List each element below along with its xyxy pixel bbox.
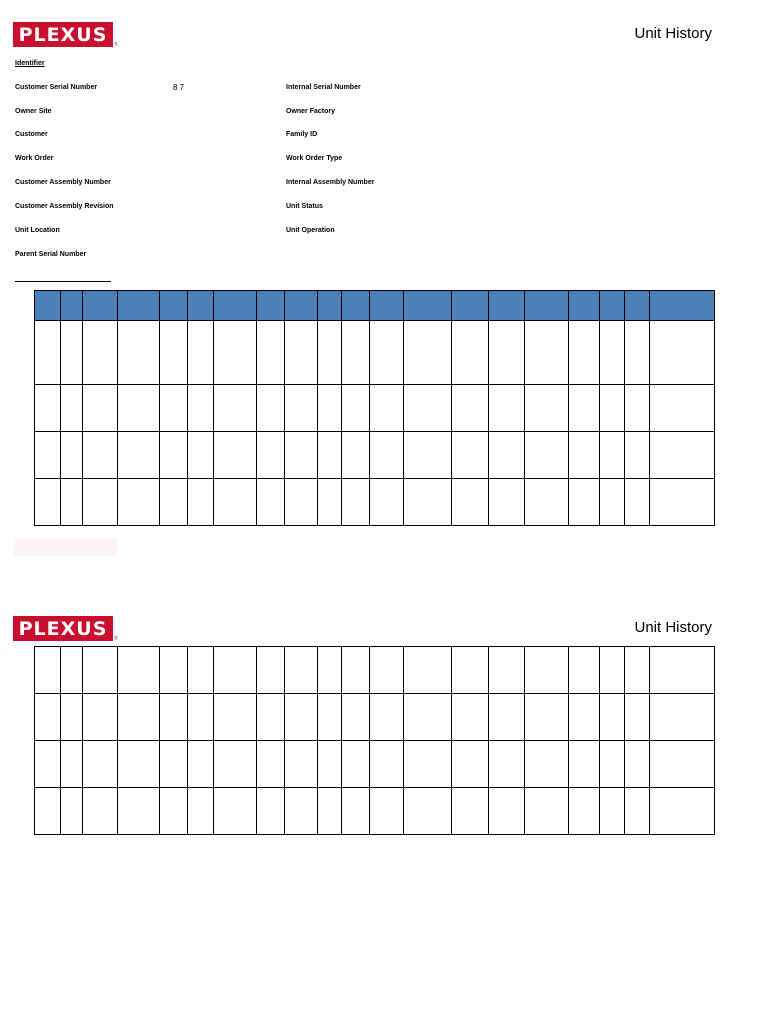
field-label-unit-operation: Unit Operation (286, 227, 335, 234)
header-cell (569, 291, 600, 321)
header-cell (188, 291, 214, 321)
field-value-customer-serial-number: 8 7 (173, 83, 185, 92)
header-cell (650, 291, 715, 321)
field-label-customer: Customer (15, 131, 48, 138)
table-row (35, 432, 715, 479)
table-row (35, 741, 715, 788)
table-row (35, 479, 715, 526)
registered-mark: ® (114, 636, 118, 642)
page-title: Unit History (634, 25, 712, 42)
table-header-row (35, 291, 715, 321)
field-label-work-order-type: Work Order Type (286, 155, 343, 162)
field-label-work-order: Work Order (15, 155, 54, 162)
highlight-block (14, 538, 117, 556)
header-cell (342, 291, 370, 321)
history-table (34, 290, 715, 526)
plexus-logo: PLEXUS (13, 22, 113, 47)
header-cell (452, 291, 489, 321)
table-row (35, 694, 715, 741)
table-row (35, 647, 715, 694)
field-label-customer-serial-number: Customer Serial Number (15, 84, 98, 91)
field-label-unit-status: Unit Status (286, 203, 323, 210)
plexus-logo: PLEXUS (13, 616, 113, 641)
header-cell (489, 291, 525, 321)
header-cell (600, 291, 625, 321)
header-cell (214, 291, 257, 321)
field-label-customer-assembly-revision: Customer Assembly Revision (15, 203, 114, 210)
field-label-family-id: Family ID (286, 131, 318, 138)
header-cell (160, 291, 188, 321)
field-label-customer-assembly-number: Customer Assembly Number (15, 179, 111, 186)
header-cell (525, 291, 569, 321)
header-cell (285, 291, 318, 321)
field-label-internal-assembly-number: Internal Assembly Number (286, 179, 375, 186)
field-label-owner-factory: Owner Factory (286, 108, 336, 115)
header-cell (404, 291, 452, 321)
field-label-owner-site: Owner Site (15, 108, 52, 115)
header-cell (83, 291, 118, 321)
header-cell (257, 291, 285, 321)
section-divider (15, 281, 111, 282)
field-label-internal-serial-number: Internal Serial Number (286, 84, 361, 91)
page-title: Unit History (634, 619, 712, 636)
field-label-parent-serial-number: Parent Serial Number (15, 251, 87, 258)
identifier-heading: Identifier (15, 60, 45, 67)
registered-mark: ® (114, 42, 118, 48)
field-label-unit-location: Unit Location (15, 227, 60, 234)
table-row (35, 321, 715, 385)
header-cell (625, 291, 650, 321)
header-cell (35, 291, 61, 321)
history-table-continued (34, 646, 715, 835)
header-cell (61, 291, 83, 321)
table-row (35, 788, 715, 835)
header-cell (118, 291, 160, 321)
header-cell (370, 291, 404, 321)
table-row (35, 385, 715, 432)
header-cell (318, 291, 342, 321)
